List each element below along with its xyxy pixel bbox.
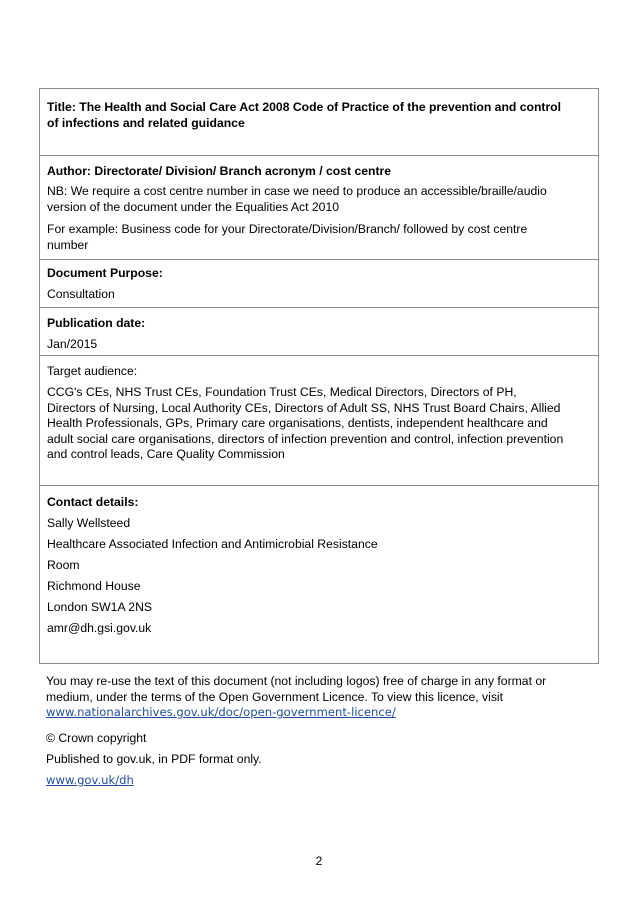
publication-value: Jan/2015 <box>47 337 98 351</box>
purpose-section <box>40 259 598 308</box>
contact-room: Room <box>47 558 80 572</box>
licence-text: You may re-use the text of this document (not including logos) free of charge in any format or medium, under the terms of the Open Government Licence. To view this licence, visit www.nationalarchives.gov.uk/doc/open-government-licence/ <box>46 674 596 721</box>
copyright-text: © Crown copyright <box>46 731 147 745</box>
author-section <box>40 155 598 260</box>
purpose-value: Consultation <box>47 287 115 301</box>
publication-heading: Publication date: <box>47 316 146 330</box>
contact-email: amr@dh.gsi.gov.uk <box>47 621 152 635</box>
audience-list: CCG's CEs, NHS Trust CEs, Foundation Trust CEs, Medical Directors, Directors of PH, Directors of Nursing, Local Authority CEs, Directors of Adult SS, NHS Trust Board Chairs, Allied Health Professionals, GPs, Primary care organisations, dentists, independent healthcare and adult social care organisations, directors of infection prevention and control, infection prevention and control leads, Care Quality Commission <box>47 385 564 461</box>
contact-building: Richmond House <box>47 579 141 593</box>
page-number: 2 <box>315 854 323 868</box>
licence-link[interactable]: www.nationalarchives.gov.uk/doc/open-government-licence/ <box>46 705 396 719</box>
contact-heading: Contact details: <box>47 495 139 509</box>
site-link[interactable]: www.gov.uk/dh <box>46 773 134 787</box>
contact-name: Sally Wellsteed <box>47 516 131 530</box>
published-text: Published to gov.uk, in PDF format only. <box>46 752 262 766</box>
contact-unit: Healthcare Associated Infection and Antimicrobial Resistance <box>47 537 378 551</box>
contact-address: London SW1A 2NS <box>47 600 153 614</box>
author-nb-note: NB: We require a cost centre number in case we need to produce an accessible/braille/audio version of the document under the Equalities Act 2010 <box>47 184 547 214</box>
contact-section <box>40 485 598 664</box>
document-title: Title: The Health and Social Care Act 2008 Code of Practice of the prevention and control of infections and related guidance <box>47 100 562 130</box>
publication-section <box>40 307 598 356</box>
site-link-line <box>46 773 596 789</box>
author-heading: Author: Directorate/ Division/ Branch acronym / cost centre <box>47 164 392 178</box>
author-example-note: For example: Business code for your Directorate/Division/Branch/ followed by cost centre number <box>47 222 528 252</box>
audience-heading: Target audience: <box>47 364 138 378</box>
purpose-heading: Document Purpose: <box>47 266 163 280</box>
audience-section <box>40 355 598 486</box>
title-section <box>40 89 598 155</box>
document-info-table <box>39 88 599 664</box>
